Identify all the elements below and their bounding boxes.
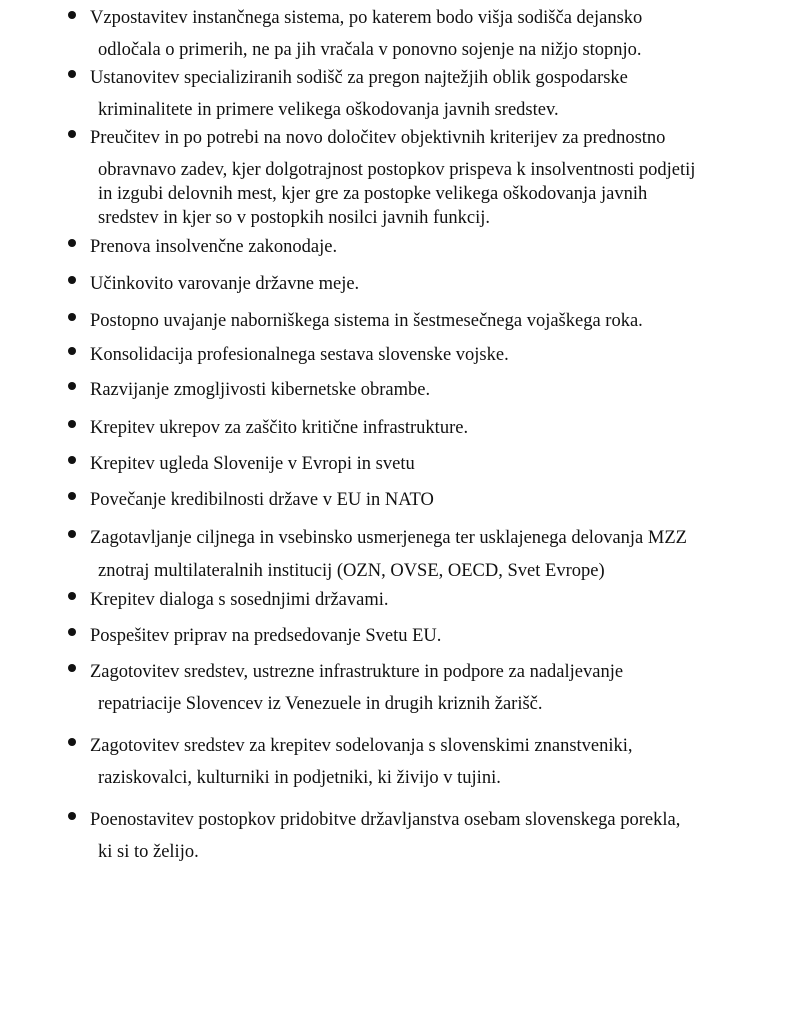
bullet-icon: [68, 628, 76, 636]
list-item-text: Krepitev ukrepov za zaščito kritične infrastrukture.: [90, 418, 469, 438]
list-item-text: Preučitev in po potrebi na novo določitev objektivnih kriterijev za prednostno: [90, 128, 666, 148]
list-item-text: Učinkovito varovanje državne meje.: [90, 274, 360, 294]
bullet-icon: [68, 530, 76, 538]
list-item-text: odločala o primerih, ne pa jih vračala v ponovno sojenje na nižjo stopnjo.: [98, 40, 642, 60]
bullet-icon: [68, 239, 76, 247]
bullet-icon: [68, 492, 76, 500]
list-item-text: kriminalitete in primere velikega oškodovanja javnih sredstev.: [98, 100, 559, 120]
bullet-icon: [68, 664, 76, 672]
list-item-text: raziskovalci, kulturniki in podjetniki, ki živijo v tujini.: [98, 768, 501, 788]
bullet-icon: [68, 130, 76, 138]
list-item-text: Ustanovitev specializiranih sodišč za pregon najtežjih oblik gospodarske: [90, 68, 628, 88]
bullet-icon: [68, 347, 76, 355]
list-item-text: znotraj multilateralnih institucij (OZN, OVSE, OECD, Svet Evrope): [98, 561, 605, 581]
list-item-text: repatriacije Slovencev iz Venezuele in drugih kriznih žarišč.: [98, 694, 543, 714]
bullet-icon: [68, 313, 76, 321]
bullet-icon: [68, 382, 76, 390]
list-item-text: Prenova insolvenčne zakonodaje.: [90, 237, 338, 257]
bullet-icon: [68, 276, 76, 284]
list-item-text: Postopno uvajanje naborniškega sistema in šestmesečnega vojaškega roka.: [90, 311, 643, 331]
list-item-text: ki si to želijo.: [98, 842, 199, 862]
list-item-text: Krepitev ugleda Slovenije v Evropi in svetu: [90, 454, 415, 474]
list-item-text: Pospešitev priprav na predsedovanje Svetu EU.: [90, 626, 442, 646]
list-item-text: Vzpostavitev instančnega sistema, po katerem bodo višja sodišča dejansko: [90, 8, 643, 28]
bullet-icon: [68, 70, 76, 78]
list-item-text: sredstev in kjer so v postopkih nosilci javnih funkcij.: [98, 208, 491, 228]
bullet-icon: [68, 812, 76, 820]
list-item-text: Zagotavljanje ciljnega in vsebinsko usmerjenega ter usklajenega delovanja MZZ: [90, 528, 687, 548]
list-item-text: Zagotovitev sredstev, ustrezne infrastrukture in podpore za nadaljevanje: [90, 662, 624, 682]
bullet-icon: [68, 420, 76, 428]
list-item-text: Razvijanje zmogljivosti kibernetske obrambe.: [90, 380, 431, 400]
bullet-icon: [68, 592, 76, 600]
list-item-text: Konsolidacija profesionalnega sestava slovenske vojske.: [90, 345, 509, 365]
list-item-text: in izgubi delovnih mest, kjer gre za postopke velikega oškodovanja javnih: [98, 184, 648, 204]
list-item-text: Povečanje kredibilnosti države v EU in NATO: [90, 490, 434, 510]
list-item-text: Zagotovitev sredstev za krepitev sodelovanja s slovenskimi znanstveniki,: [90, 736, 633, 756]
bullet-icon: [68, 11, 76, 19]
list-item-text: Krepitev dialoga s sosednjimi državami.: [90, 590, 389, 610]
list-item-text: Poenostavitev postopkov pridobitve državljanstva osebam slovenskega porekla,: [90, 810, 681, 830]
bullet-icon: [68, 738, 76, 746]
bullet-icon: [68, 456, 76, 464]
list-item-text: obravnavo zadev, kjer dolgotrajnost postopkov prispeva k insolventnosti podjetij: [98, 160, 696, 180]
